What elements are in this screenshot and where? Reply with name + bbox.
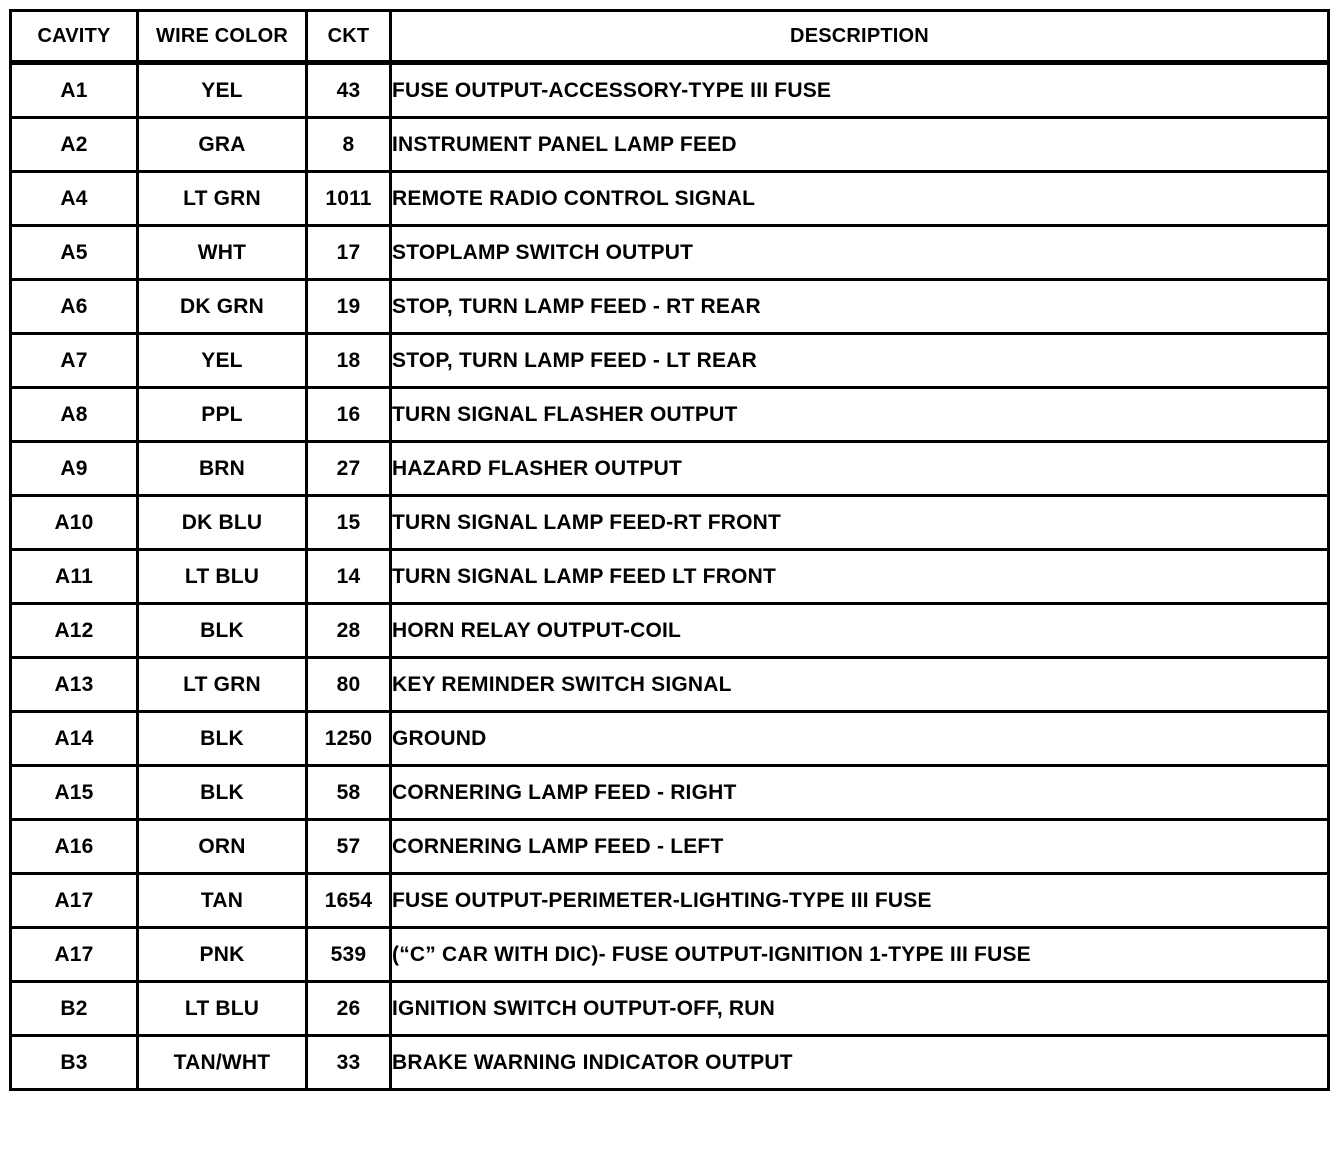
wire-color-cell: DK GRN <box>138 280 307 334</box>
pinout-table <box>9 9 1330 1091</box>
cavity-cell: A14 <box>11 712 138 766</box>
wire-color-cell: YEL <box>138 334 307 388</box>
wire-color-cell: ORN <box>138 820 307 874</box>
wire-color-cell: BLK <box>138 712 307 766</box>
cavity-cell: A17 <box>11 928 138 982</box>
description-cell: GROUND <box>391 712 1329 766</box>
table-row <box>11 334 1329 388</box>
wire-color-cell: BRN <box>138 442 307 496</box>
ckt-cell: 27 <box>307 442 391 496</box>
cavity-cell: B3 <box>11 1036 138 1090</box>
cavity-cell: A7 <box>11 334 138 388</box>
ckt-cell: 1011 <box>307 172 391 226</box>
description-cell: BRAKE WARNING INDICATOR OUTPUT <box>391 1036 1329 1090</box>
ckt-cell: 18 <box>307 334 391 388</box>
ckt-cell: 33 <box>307 1036 391 1090</box>
description-cell: CORNERING LAMP FEED - RIGHT <box>391 766 1329 820</box>
cavity-cell: B2 <box>11 982 138 1036</box>
wire-color-cell: TAN/WHT <box>138 1036 307 1090</box>
table-row <box>11 766 1329 820</box>
header-ckt: CKT <box>307 11 391 63</box>
table-row <box>11 118 1329 172</box>
description-cell: STOP, TURN LAMP FEED - RT REAR <box>391 280 1329 334</box>
description-cell: (“C” CAR WITH DIC)- FUSE OUTPUT-IGNITION 1-TYPE III FUSE <box>391 928 1329 982</box>
wire-color-cell: GRA <box>138 118 307 172</box>
description-cell: REMOTE RADIO CONTROL SIGNAL <box>391 172 1329 226</box>
table-row <box>11 442 1329 496</box>
table-body <box>11 63 1329 1090</box>
ckt-cell: 80 <box>307 658 391 712</box>
header-description: DESCRIPTION <box>391 11 1329 63</box>
header-wire-color: WIRE COLOR <box>138 11 307 63</box>
cavity-cell: A16 <box>11 820 138 874</box>
ckt-cell: 8 <box>307 118 391 172</box>
description-cell: TURN SIGNAL FLASHER OUTPUT <box>391 388 1329 442</box>
table-row <box>11 820 1329 874</box>
cavity-cell: A8 <box>11 388 138 442</box>
description-cell: TURN SIGNAL LAMP FEED-RT FRONT <box>391 496 1329 550</box>
ckt-cell: 28 <box>307 604 391 658</box>
cavity-cell: A1 <box>11 63 138 118</box>
description-cell: KEY REMINDER SWITCH SIGNAL <box>391 658 1329 712</box>
table-row <box>11 63 1329 118</box>
table-row <box>11 712 1329 766</box>
ckt-cell: 16 <box>307 388 391 442</box>
wire-color-cell: YEL <box>138 63 307 118</box>
wire-color-cell: LT BLU <box>138 550 307 604</box>
ckt-cell: 14 <box>307 550 391 604</box>
ckt-cell: 15 <box>307 496 391 550</box>
cavity-cell: A9 <box>11 442 138 496</box>
wire-color-cell: LT GRN <box>138 172 307 226</box>
cavity-cell: A4 <box>11 172 138 226</box>
wire-color-cell: LT GRN <box>138 658 307 712</box>
description-cell: STOP, TURN LAMP FEED - LT REAR <box>391 334 1329 388</box>
ckt-cell: 19 <box>307 280 391 334</box>
header-row <box>11 11 1329 63</box>
wire-color-cell: WHT <box>138 226 307 280</box>
wire-color-cell: BLK <box>138 604 307 658</box>
ckt-cell: 17 <box>307 226 391 280</box>
cavity-cell: A10 <box>11 496 138 550</box>
wire-color-cell: DK BLU <box>138 496 307 550</box>
wire-color-cell: PNK <box>138 928 307 982</box>
table-row <box>11 874 1329 928</box>
description-cell: STOPLAMP SWITCH OUTPUT <box>391 226 1329 280</box>
ckt-cell: 1250 <box>307 712 391 766</box>
ckt-cell: 1654 <box>307 874 391 928</box>
wire-color-cell: PPL <box>138 388 307 442</box>
ckt-cell: 58 <box>307 766 391 820</box>
cavity-cell: A17 <box>11 874 138 928</box>
description-cell: FUSE OUTPUT-ACCESSORY-TYPE III FUSE <box>391 63 1329 118</box>
description-cell: TURN SIGNAL LAMP FEED LT FRONT <box>391 550 1329 604</box>
table-row <box>11 1036 1329 1090</box>
wire-color-cell: TAN <box>138 874 307 928</box>
cavity-cell: A5 <box>11 226 138 280</box>
table-row <box>11 388 1329 442</box>
table-row <box>11 172 1329 226</box>
header-cavity: CAVITY <box>11 11 138 63</box>
cavity-cell: A6 <box>11 280 138 334</box>
ckt-cell: 43 <box>307 63 391 118</box>
ckt-cell: 26 <box>307 982 391 1036</box>
description-cell: HAZARD FLASHER OUTPUT <box>391 442 1329 496</box>
table-row <box>11 658 1329 712</box>
table-row <box>11 550 1329 604</box>
ckt-cell: 57 <box>307 820 391 874</box>
table-row <box>11 604 1329 658</box>
wire-color-cell: BLK <box>138 766 307 820</box>
description-cell: HORN RELAY OUTPUT-COIL <box>391 604 1329 658</box>
table-row <box>11 226 1329 280</box>
description-cell: INSTRUMENT PANEL LAMP FEED <box>391 118 1329 172</box>
cavity-cell: A2 <box>11 118 138 172</box>
table-row <box>11 928 1329 982</box>
wire-color-cell: LT BLU <box>138 982 307 1036</box>
ckt-cell: 539 <box>307 928 391 982</box>
cavity-cell: A12 <box>11 604 138 658</box>
table-row <box>11 496 1329 550</box>
description-cell: CORNERING LAMP FEED - LEFT <box>391 820 1329 874</box>
table-row <box>11 280 1329 334</box>
cavity-cell: A11 <box>11 550 138 604</box>
cavity-cell: A15 <box>11 766 138 820</box>
description-cell: IGNITION SWITCH OUTPUT-OFF, RUN <box>391 982 1329 1036</box>
description-cell: FUSE OUTPUT-PERIMETER-LIGHTING-TYPE III FUSE <box>391 874 1329 928</box>
table-row <box>11 982 1329 1036</box>
cavity-cell: A13 <box>11 658 138 712</box>
